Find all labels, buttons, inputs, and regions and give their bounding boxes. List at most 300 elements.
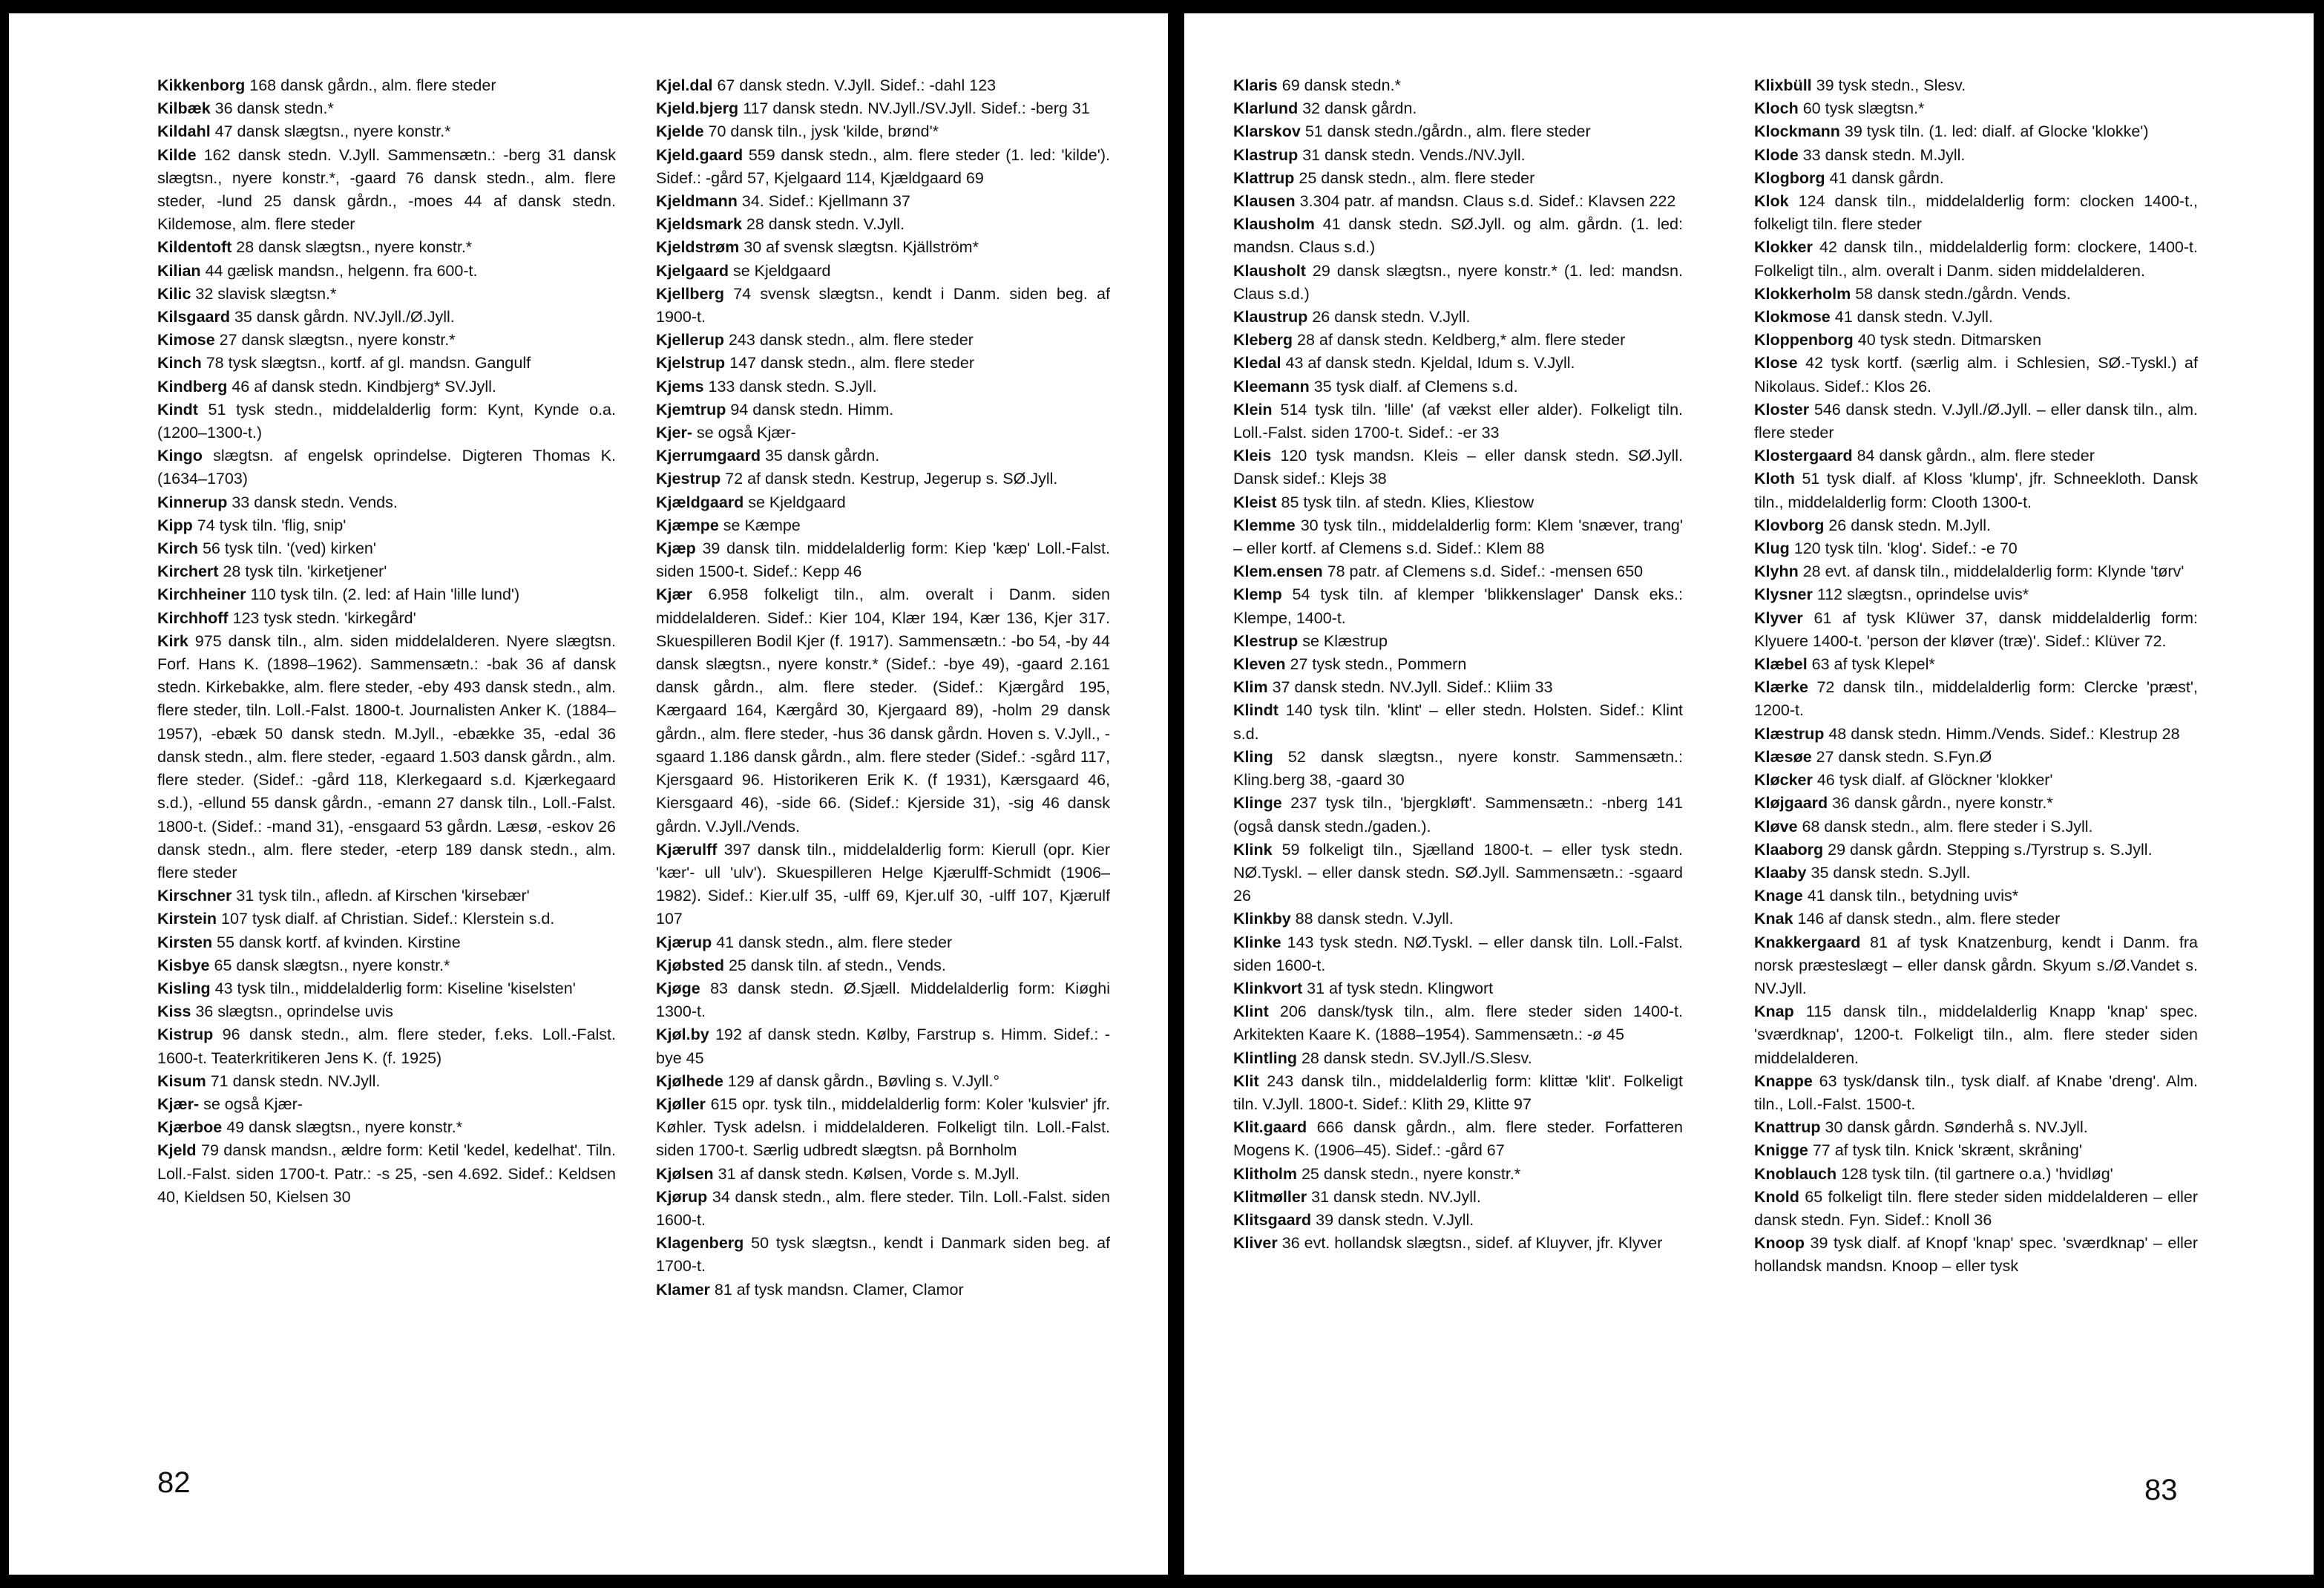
- dictionary-entry: [656, 1093, 1110, 1163]
- dictionary-entry: [157, 260, 616, 283]
- dictionary-entry: [656, 398, 1110, 421]
- entry-text: 39 dansk tiln. middelalderlig form: Kiep 'kæp' Loll.-Falst. siden 1500-t. Sidef.: Kepp 46: [656, 539, 1110, 581]
- dictionary-entry: [1754, 329, 2198, 352]
- entry-text: 36 dansk gårdn., nyere konstr.*: [1828, 794, 2053, 813]
- dictionary-entry: [1754, 190, 2198, 236]
- entry-headword: Klit.gaard: [1233, 1118, 1307, 1137]
- entry-text: 41 dansk tiln., betydning uvis*: [1802, 887, 2019, 905]
- entry-headword: Kjøge: [656, 979, 700, 997]
- entry-text: 27 dansk slægtsn., nyere konstr.*: [214, 331, 456, 350]
- entry-text: se Kæmpe: [718, 516, 801, 534]
- dictionary-entry: [1233, 792, 1683, 838]
- dictionary-entry: [157, 1000, 616, 1023]
- entry-text: 51 tysk stedn., middelalderlig form: Kynt, Kynde o.a. (1200–1300-t.): [157, 400, 616, 442]
- dictionary-entry: [1754, 862, 2198, 885]
- entry-text: 123 tysk stedn. 'kirkegård': [228, 608, 416, 627]
- dictionary-entry: [1233, 167, 1683, 190]
- entry-headword: Klockmann: [1754, 122, 1840, 141]
- entry-text: 514 tysk tiln. 'lille' (af vækst eller alder). Folkeligt tiln. Loll.-Falst. siden 1700-t. Sidef.: -er 33: [1233, 400, 1683, 442]
- entry-headword: Klostergaard: [1754, 447, 1853, 465]
- entry-text: 26 dansk stedn. M.Jyll.: [1824, 516, 1992, 534]
- entry-text: 29 dansk gårdn. Stepping s./Tyrstrup s. S.Jyll.: [1823, 840, 2153, 859]
- entry-text: 43 af dansk stedn. Kjeldal, Idum s. V.Jyll.: [1281, 354, 1575, 373]
- entry-headword: Kipp: [157, 516, 193, 534]
- entry-headword: Kildahl: [157, 122, 211, 141]
- dictionary-entry: [1754, 839, 2198, 862]
- entry-text: 59 folkeligt tiln., Sjælland 1800-t. – eller tysk stedn. NØ.Tyskl. – eller dansk stedn. SØ.Jyll. Sammensætn.: -sgaard 26: [1233, 840, 1683, 905]
- dictionary-entry: [157, 537, 616, 560]
- entry-headword: Kjæmpe: [656, 516, 719, 534]
- entry-text: 60 tysk slægtsn.*: [1798, 99, 1925, 118]
- dictionary-entry: [656, 1186, 1110, 1232]
- entry-headword: Kirchert: [157, 562, 219, 581]
- dictionary-entry: [656, 1163, 1110, 1186]
- entry-text: 51 dansk stedn./gårdn., alm. flere steder: [1300, 122, 1591, 141]
- dictionary-entry: [1233, 1186, 1683, 1209]
- entry-text: 41 dansk stedn. V.Jyll.: [1830, 308, 1993, 327]
- entry-text: 88 dansk stedn. V.Jyll.: [1290, 910, 1454, 928]
- entry-headword: Klitmøller: [1233, 1187, 1307, 1206]
- entry-text: 74 tysk tiln. 'flig, snip': [192, 516, 347, 534]
- entry-headword: Klausen: [1233, 192, 1296, 211]
- dictionary-entry: [1754, 746, 2198, 769]
- entry-text: 237 tysk tiln., 'bjergkløft'. Sammensætn.: -nberg 141 (også dansk stedn./gaden.).: [1233, 794, 1683, 836]
- entry-text: 133 dansk stedn. S.Jyll.: [703, 377, 877, 396]
- dictionary-entry: [1233, 1070, 1683, 1116]
- entry-text: 74 svensk slægtsn., kendt i Danm. siden beg. af 1900-t.: [656, 284, 1110, 327]
- entry-headword: Klemme: [1233, 516, 1296, 534]
- entry-headword: Kisling: [157, 979, 211, 997]
- entry-headword: Kjøbsted: [656, 956, 724, 974]
- entry-text: 83 dansk stedn. Ø.Sjæll. Middelalderlig form: Kiøghi 1300-t.: [656, 979, 1110, 1021]
- dictionary-entry: [656, 236, 1110, 259]
- entry-headword: Klyhn: [1754, 562, 1799, 581]
- entry-headword: Klokkerholm: [1754, 284, 1851, 303]
- entry-headword: Kjeld: [157, 1141, 197, 1160]
- entry-headword: Klaaby: [1754, 863, 1807, 882]
- entry-text: 140 tysk tiln. 'klint' – eller stedn. Holsten. Sidef.: Klint s.d.: [1233, 701, 1683, 743]
- entry-text: 28 af dansk stedn. Keldberg,* alm. flere steder: [1293, 331, 1626, 350]
- entry-headword: Kleven: [1233, 655, 1286, 674]
- dictionary-entry: [1233, 329, 1683, 352]
- dictionary-entry: [157, 954, 616, 977]
- entry-text: 41 dansk stedn. SØ.Jyll. og alm. gårdn. (1. led: mandsn. Claus s.d.): [1233, 215, 1683, 257]
- dictionary-entry: [1754, 352, 2198, 398]
- entry-headword: Kikkenborg: [157, 76, 246, 94]
- dictionary-entry: [157, 908, 616, 931]
- entry-headword: Klose: [1754, 354, 1798, 373]
- dictionary-entry: [1233, 491, 1683, 514]
- dictionary-entry: [1233, 190, 1683, 213]
- dictionary-entry: [656, 144, 1110, 190]
- dictionary-entry: [1233, 375, 1683, 398]
- entry-text: 34. Sidef.: Kjellmann 37: [737, 192, 910, 211]
- entry-text: se også Kjær-: [692, 424, 796, 442]
- dictionary-entry: [1754, 653, 2198, 676]
- dictionary-entry: [1754, 514, 2198, 537]
- dictionary-entry: [1754, 1186, 2198, 1232]
- entry-headword: Kjerrumgaard: [656, 447, 761, 465]
- entry-text: 37 dansk stedn. NV.Jyll. Sidef.: Kliim 33: [1267, 678, 1553, 697]
- dictionary-entry: [157, 144, 616, 237]
- entry-headword: Kirsten: [157, 933, 213, 951]
- entry-text: 30 af svensk slægtsn. Kjällström*: [739, 238, 979, 257]
- entry-headword: Kjeldmann: [656, 192, 738, 211]
- dictionary-entry: [1233, 560, 1683, 583]
- dictionary-entry: [1233, 1209, 1683, 1232]
- dictionary-entry: [1754, 931, 2198, 1001]
- dictionary-entry: [1754, 607, 2198, 653]
- entry-headword: Kleemann: [1233, 377, 1310, 396]
- dictionary-entry: [1233, 583, 1683, 629]
- dictionary-entry: [1754, 537, 2198, 560]
- entry-text: 41 dansk stedn., alm. flere steder: [712, 933, 953, 951]
- entry-text: 49 dansk slægtsn., nyere konstr.*: [222, 1118, 463, 1137]
- entry-headword: Kilic: [157, 284, 191, 303]
- dictionary-entry: [656, 1232, 1110, 1278]
- entry-text: 47 dansk slægtsn., nyere konstr.*: [210, 122, 451, 141]
- entry-headword: Kisbye: [157, 956, 210, 974]
- entry-headword: Kløcker: [1754, 771, 1813, 790]
- entry-text: 51 tysk dialf. af Kloss 'klump', jfr. Schneekloth. Dansk tiln., middelalderlig form: Clooth 1300-t.: [1754, 470, 2198, 511]
- dictionary-entry: [1233, 746, 1683, 792]
- entry-headword: Kjellberg: [656, 284, 724, 303]
- dictionary-entry: [1754, 283, 2198, 306]
- entry-text: se også Kjær-: [199, 1095, 303, 1113]
- entry-headword: Klem.ensen: [1233, 562, 1323, 581]
- entry-text: 63 tysk/dansk tiln., tysk dialf. af Knabe 'dreng'. Alm. tiln., Loll.-Falst. 1500-t.: [1754, 1072, 2198, 1113]
- entry-headword: Klinkvort: [1233, 979, 1303, 997]
- entry-headword: Klysner: [1754, 585, 1813, 604]
- dictionary-entry: [656, 537, 1110, 583]
- entry-headword: Klink: [1233, 840, 1273, 859]
- entry-headword: Kjæp: [656, 539, 696, 558]
- entry-text: 243 dansk tiln., middelalderlig form: klittæ 'klit'. Folkeligt tiln. V.Jyll. 1800-t. Sidef.: Klith 29, Klitte 97: [1233, 1072, 1683, 1113]
- dictionary-entry: [1233, 676, 1683, 699]
- left-page-column-1: [157, 74, 616, 1209]
- entry-headword: Klok: [1754, 192, 1789, 211]
- entry-text: 147 dansk stedn., alm. flere steder: [725, 354, 975, 373]
- dictionary-entry: [1754, 560, 2198, 583]
- dictionary-entry: [656, 444, 1110, 467]
- entry-text: 68 dansk stedn., alm. flere steder i S.Jyll.: [1797, 817, 2093, 836]
- entry-text: 78 tysk slægtsn., kortf. af gl. mandsn. Gangulf: [201, 354, 531, 373]
- entry-text: 120 tysk tiln. 'klog'. Sidef.: -e 70: [1789, 539, 2018, 558]
- entry-headword: Kjeld.gaard: [656, 145, 744, 164]
- entry-headword: Kloth: [1754, 470, 1795, 488]
- entry-headword: Kindberg: [157, 377, 228, 396]
- entry-text: 243 dansk stedn., alm. flere steder: [724, 331, 974, 350]
- entry-headword: Klogborg: [1754, 168, 1825, 187]
- dictionary-entry: [1754, 1232, 2198, 1278]
- entry-text: 65 folkeligt tiln. flere steder siden middelalderen – eller dansk stedn. Fyn. Sidef.: Knoll 36: [1754, 1187, 2198, 1229]
- entry-text: 28 dansk stedn. V.Jyll.: [741, 215, 905, 234]
- entry-text: 192 af dansk stedn. Kølby, Farstrup s. Himm. Sidef.: -bye 45: [656, 1026, 1110, 1067]
- dictionary-entry: [656, 375, 1110, 398]
- entry-headword: Klit: [1233, 1072, 1259, 1090]
- entry-headword: Knak: [1754, 910, 1793, 928]
- entry-text: 44 gælisk mandsn., helgenn. fra 600-t.: [200, 261, 478, 280]
- entry-headword: Klokmose: [1754, 308, 1831, 327]
- entry-headword: Kjems: [656, 377, 704, 396]
- dictionary-entry: [1233, 74, 1683, 97]
- entry-headword: Kilian: [157, 261, 201, 280]
- dictionary-entry: [157, 1139, 616, 1209]
- entry-text: 25 dansk stedn., nyere konstr.*: [1297, 1164, 1521, 1183]
- entry-headword: Kling: [1233, 747, 1273, 766]
- entry-text: 31 af dansk stedn. Kølsen, Vorde s. M.Jyll.: [713, 1164, 1020, 1183]
- entry-headword: Klovborg: [1754, 516, 1825, 534]
- entry-text: 65 dansk slægtsn., nyere konstr.*: [209, 956, 450, 974]
- entry-text: 70 dansk tiln., jysk 'kilde, brønd'*: [703, 122, 939, 141]
- entry-headword: Kjel.dal: [656, 76, 713, 94]
- entry-text: 112 slægtsn., oprindelse uvis*: [1812, 585, 2029, 604]
- entry-headword: Kløjgaard: [1754, 794, 1828, 813]
- dictionary-entry: [1754, 583, 2198, 606]
- entry-text: 28 dansk slægtsn., nyere konstr.*: [232, 238, 473, 257]
- entry-headword: Kisum: [157, 1072, 206, 1090]
- entry-headword: Kirschner: [157, 887, 232, 905]
- entry-text: 54 tysk tiln. af klemper 'blikkenslager' Dansk eks.: Klempe, 1400-t.: [1233, 585, 1683, 627]
- entry-headword: Kjørup: [656, 1187, 708, 1206]
- entry-headword: Klarlund: [1233, 99, 1299, 118]
- dictionary-entry: [157, 352, 616, 375]
- entry-text: 35 dansk stedn. S.Jyll.: [1806, 863, 1971, 882]
- entry-text: 81 af tysk Knatzenburg, kendt i Danm. fra norsk præsteslægt – eller dansk gårdn. Skyum s./Ø.Vandet s. NV.Jyll.: [1754, 933, 2198, 997]
- dictionary-entry: [1233, 699, 1683, 745]
- dictionary-entry: [157, 236, 616, 259]
- dictionary-entry: [1754, 467, 2198, 514]
- entry-headword: Kjølsen: [656, 1164, 714, 1183]
- dictionary-entry: [1754, 74, 2198, 97]
- entry-headword: Kirch: [157, 539, 198, 558]
- dictionary-entry: [1233, 97, 1683, 120]
- entry-text: 32 dansk gårdn.: [1298, 99, 1417, 118]
- dictionary-entry: [1233, 1116, 1683, 1162]
- entry-text: 39 tysk tiln. (1. led: dialf. af Glocke 'klokke'): [1839, 122, 2149, 141]
- entry-text: se Kjeldgaard: [728, 261, 831, 280]
- dictionary-entry: [656, 839, 1110, 931]
- entry-headword: Knattrup: [1754, 1118, 1821, 1137]
- entry-text: 43 tysk tiln., middelalderlig form: Kiseline 'kiselsten': [210, 979, 576, 997]
- entry-headword: Kleis: [1233, 447, 1272, 465]
- entry-headword: Kjemtrup: [656, 400, 726, 419]
- entry-text: 27 tysk stedn., Pommern: [1285, 655, 1467, 674]
- dictionary-entry: [1754, 1116, 2198, 1139]
- entry-headword: Kinch: [157, 354, 202, 373]
- dictionary-entry: [157, 398, 616, 444]
- dictionary-entry: [157, 375, 616, 398]
- entry-text: 42 tysk kortf. (særlig alm. i Schlesien, SØ.-Tyskl.) af Nikolaus. Sidef.: Klos 26.: [1754, 354, 2198, 396]
- dictionary-entry: [157, 931, 616, 954]
- dictionary-entry: [1233, 306, 1683, 329]
- dictionary-entry: [1754, 885, 2198, 908]
- entry-text: 46 af dansk stedn. Kindbjerg* SV.Jyll.: [227, 377, 496, 396]
- entry-text: 31 dansk stedn. NV.Jyll.: [1307, 1187, 1481, 1206]
- dictionary-entry: [656, 583, 1110, 838]
- dictionary-entry: [157, 1093, 616, 1116]
- dictionary-entry: [157, 977, 616, 1000]
- entry-text: 559 dansk stedn., alm. flere steder (1. led: 'kilde'). Sidef.: -gård 57, Kjelgaard 114, Kjældgaard 69: [656, 145, 1110, 187]
- dictionary-entry: [1754, 816, 2198, 839]
- entry-text: 31 dansk stedn. Vends./NV.Jyll.: [1298, 145, 1526, 164]
- entry-text: 85 tysk tiln. af stedn. Klies, Kliestow: [1276, 493, 1534, 511]
- entry-text: 546 dansk stedn. V.Jyll./Ø.Jyll. – eller dansk tiln., alm. flere steder: [1754, 400, 2198, 442]
- dictionary-entry: [1754, 120, 2198, 143]
- dictionary-entry: [157, 74, 616, 97]
- entry-headword: Klaaborg: [1754, 840, 1824, 859]
- entry-headword: Kjeldsmark: [656, 215, 742, 234]
- entry-headword: Kilde: [157, 145, 197, 164]
- entry-headword: Knappe: [1754, 1072, 1813, 1090]
- dictionary-entry: [1233, 1000, 1683, 1046]
- entry-text: 146 af dansk stedn., alm. flere steder: [1793, 910, 2061, 928]
- entry-headword: Kledal: [1233, 354, 1281, 373]
- entry-text: 25 dansk stedn., alm. flere steder: [1294, 168, 1535, 187]
- entry-text: 129 af dansk gårdn., Bøvling s. V.Jyll.°: [723, 1072, 1000, 1090]
- dictionary-entry: [1754, 167, 2198, 190]
- entry-headword: Knap: [1754, 1003, 1794, 1021]
- dictionary-entry: [157, 444, 616, 490]
- entry-headword: Kloppenborg: [1754, 331, 1854, 350]
- dictionary-entry: [157, 97, 616, 120]
- dictionary-entry: [1233, 977, 1683, 1000]
- entry-headword: Kloch: [1754, 99, 1799, 118]
- entry-headword: Kiss: [157, 1003, 191, 1021]
- dictionary-entry: [157, 607, 616, 630]
- entry-headword: Kirstein: [157, 910, 217, 928]
- dictionary-entry: [656, 97, 1110, 120]
- entry-headword: Klæstrup: [1754, 724, 1825, 743]
- entry-headword: Klein: [1233, 400, 1273, 419]
- entry-headword: Kimose: [157, 331, 215, 350]
- dictionary-entry: [1754, 676, 2198, 722]
- dictionary-entry: [157, 1070, 616, 1093]
- dictionary-entry: [1754, 398, 2198, 444]
- dictionary-entry: [656, 352, 1110, 375]
- entry-headword: Kirk: [157, 631, 188, 650]
- entry-headword: Kjelgaard: [656, 261, 729, 280]
- dictionary-entry: [1754, 769, 2198, 792]
- dictionary-entry: [1754, 1139, 2198, 1162]
- entry-text: 143 tysk stedn. NØ.Tyskl. – eller dansk tiln. Loll.-Falst. siden 1600-t.: [1233, 933, 1683, 974]
- entry-text: 3.304 patr. af mandsn. Claus s.d. Sidef.: Klavsen 222: [1295, 192, 1676, 211]
- entry-headword: Klyver: [1754, 608, 1803, 627]
- entry-text: 34 dansk stedn., alm. flere steder. Tiln. Loll.-Falst. siden 1600-t.: [656, 1187, 1110, 1229]
- entry-headword: Klastrup: [1233, 145, 1299, 164]
- entry-text: 41 dansk gårdn.: [1825, 168, 1944, 187]
- entry-text: 58 dansk stedn./gårdn. Vends.: [1851, 284, 2071, 303]
- entry-text: 72 af dansk stedn. Kestrup, Jegerup s. SØ.Jyll.: [720, 470, 1058, 488]
- entry-text: 28 evt. af dansk tiln., middelalderlig form: Klynde 'tørv': [1798, 562, 2185, 581]
- entry-text: 81 af tysk mandsn. Clamer, Clamor: [709, 1280, 964, 1299]
- dictionary-entry: [656, 329, 1110, 352]
- dictionary-entry: [1233, 931, 1683, 977]
- entry-text: 50 tysk slægtsn., kendt i Danmark siden beg. af 1700-t.: [656, 1234, 1110, 1276]
- entry-text: 33 dansk stedn. M.Jyll.: [1798, 145, 1966, 164]
- entry-headword: Knoop: [1754, 1234, 1805, 1253]
- entry-text: slægtsn. af engelsk oprindelse. Digteren Thomas K. (1634–1703): [157, 447, 616, 488]
- entry-headword: Klitsgaard: [1233, 1210, 1312, 1229]
- dictionary-entry: [1233, 839, 1683, 908]
- entry-headword: Klinke: [1233, 933, 1281, 951]
- entry-text: 63 af tysk Klepel*: [1807, 655, 1935, 674]
- entry-text: 35 tysk dialf. af Clemens s.d.: [1309, 377, 1518, 396]
- entry-headword: Kjærboe: [157, 1118, 223, 1137]
- dictionary-entry: [656, 954, 1110, 977]
- entry-headword: Klim: [1233, 678, 1268, 697]
- entry-text: 397 dansk tiln., middelalderlig form: Kierull (opr. Kier 'kær'- ull 'ulv'). Skuespilleren Helge Kjærulff-Schmidt (1906–1982). Sidef.: Kier.ulf 35, -ulff 69, Kjer.ulf 30, -ulff 107, Kjærulf 107: [656, 840, 1110, 928]
- entry-text: 72 dansk tiln., middelalderlig form: Clercke 'præst', 1200-t.: [1754, 678, 2198, 720]
- entry-headword: Knold: [1754, 1187, 1799, 1206]
- entry-headword: Klinge: [1233, 794, 1282, 813]
- entry-headword: Kjelstrup: [656, 354, 726, 373]
- dictionary-entry: [157, 120, 616, 143]
- entry-headword: Klærke: [1754, 678, 1808, 697]
- dictionary-entry: [656, 931, 1110, 954]
- entry-text: 61 af tysk Klüwer 37, dansk middelalderlig form: Klyuere 1400-t. 'person der kløver (træ)'. Sidef.: Klüver 72.: [1754, 608, 2198, 650]
- entry-text: 77 af tysk tiln. Knick 'skrænt, skråning': [1808, 1141, 2082, 1160]
- dictionary-entry: [157, 1023, 616, 1069]
- dictionary-entry: [656, 1070, 1110, 1093]
- entry-text: 67 dansk stedn. V.Jyll. Sidef.: -dahl 123: [712, 76, 997, 94]
- dictionary-entry: [656, 977, 1110, 1023]
- entry-text: 39 tysk dialf. af Knopf 'knap' spec. 'sværdknap' – eller hollandsk mandsn. Knoop – eller tysk: [1754, 1234, 2198, 1276]
- dictionary-entry: [1233, 1047, 1683, 1070]
- entry-headword: Kjøller: [656, 1095, 706, 1113]
- dictionary-entry: [656, 190, 1110, 213]
- dictionary-entry: [656, 213, 1110, 236]
- entry-headword: Klug: [1754, 539, 1790, 558]
- entry-text: 117 dansk stedn. NV.Jyll./SV.Jyll. Sidef.: -berg 31: [738, 99, 1090, 118]
- entry-text: 31 af tysk stedn. Klingwort: [1302, 979, 1494, 997]
- entry-headword: Klestrup: [1233, 631, 1299, 650]
- dictionary-entry: [656, 1279, 1110, 1302]
- entry-headword: Kleberg: [1233, 331, 1293, 350]
- entry-text: 110 tysk tiln. (2. led: af Hain 'lille lund'): [246, 585, 520, 604]
- dictionary-entry: [157, 283, 616, 306]
- entry-text: 40 tysk stedn. Ditmarsken: [1853, 331, 2042, 350]
- dictionary-entry: [1233, 260, 1683, 306]
- entry-text: 52 dansk slægtsn., nyere konstr. Sammensætn.: Kling.berg 38, -gaard 30: [1233, 747, 1683, 790]
- dictionary-entry: [1233, 514, 1683, 560]
- entry-text: 71 dansk stedn. NV.Jyll.: [206, 1072, 381, 1090]
- entry-headword: Kjeld.bjerg: [656, 99, 739, 118]
- dictionary-entry: [656, 467, 1110, 490]
- entry-headword: Klattrup: [1233, 168, 1295, 187]
- entry-headword: Kjellerup: [656, 331, 724, 350]
- right-page-column-1: [1233, 74, 1683, 1255]
- entry-headword: Klinkby: [1233, 910, 1291, 928]
- entry-headword: Kjær: [656, 585, 692, 604]
- entry-headword: Kjærulff: [656, 840, 718, 859]
- dictionary-entry: [1233, 398, 1683, 444]
- entry-headword: Klamer: [656, 1280, 710, 1299]
- entry-headword: Kjølhede: [656, 1072, 723, 1090]
- entry-headword: Knigge: [1754, 1141, 1808, 1160]
- entry-text: 39 tysk stedn., Slesv.: [1811, 76, 1966, 94]
- page-number: 83: [2144, 1474, 2178, 1506]
- entry-headword: Kjer-: [656, 424, 692, 442]
- entry-headword: Kjældgaard: [656, 493, 744, 511]
- dictionary-entry: [656, 260, 1110, 283]
- entry-text: 107 tysk dialf. af Christian. Sidef.: Klerstein s.d.: [217, 910, 555, 928]
- dictionary-entry: [157, 583, 616, 606]
- right-page-column-2: [1754, 74, 2198, 1279]
- entry-text: 36 dansk stedn.*: [210, 99, 334, 118]
- entry-text: 666 dansk gårdn., alm. flere steder. Forfatteren Mogens K. (1906–45). Sidef.: -gård 67: [1233, 1118, 1683, 1160]
- dictionary-entry: [157, 885, 616, 908]
